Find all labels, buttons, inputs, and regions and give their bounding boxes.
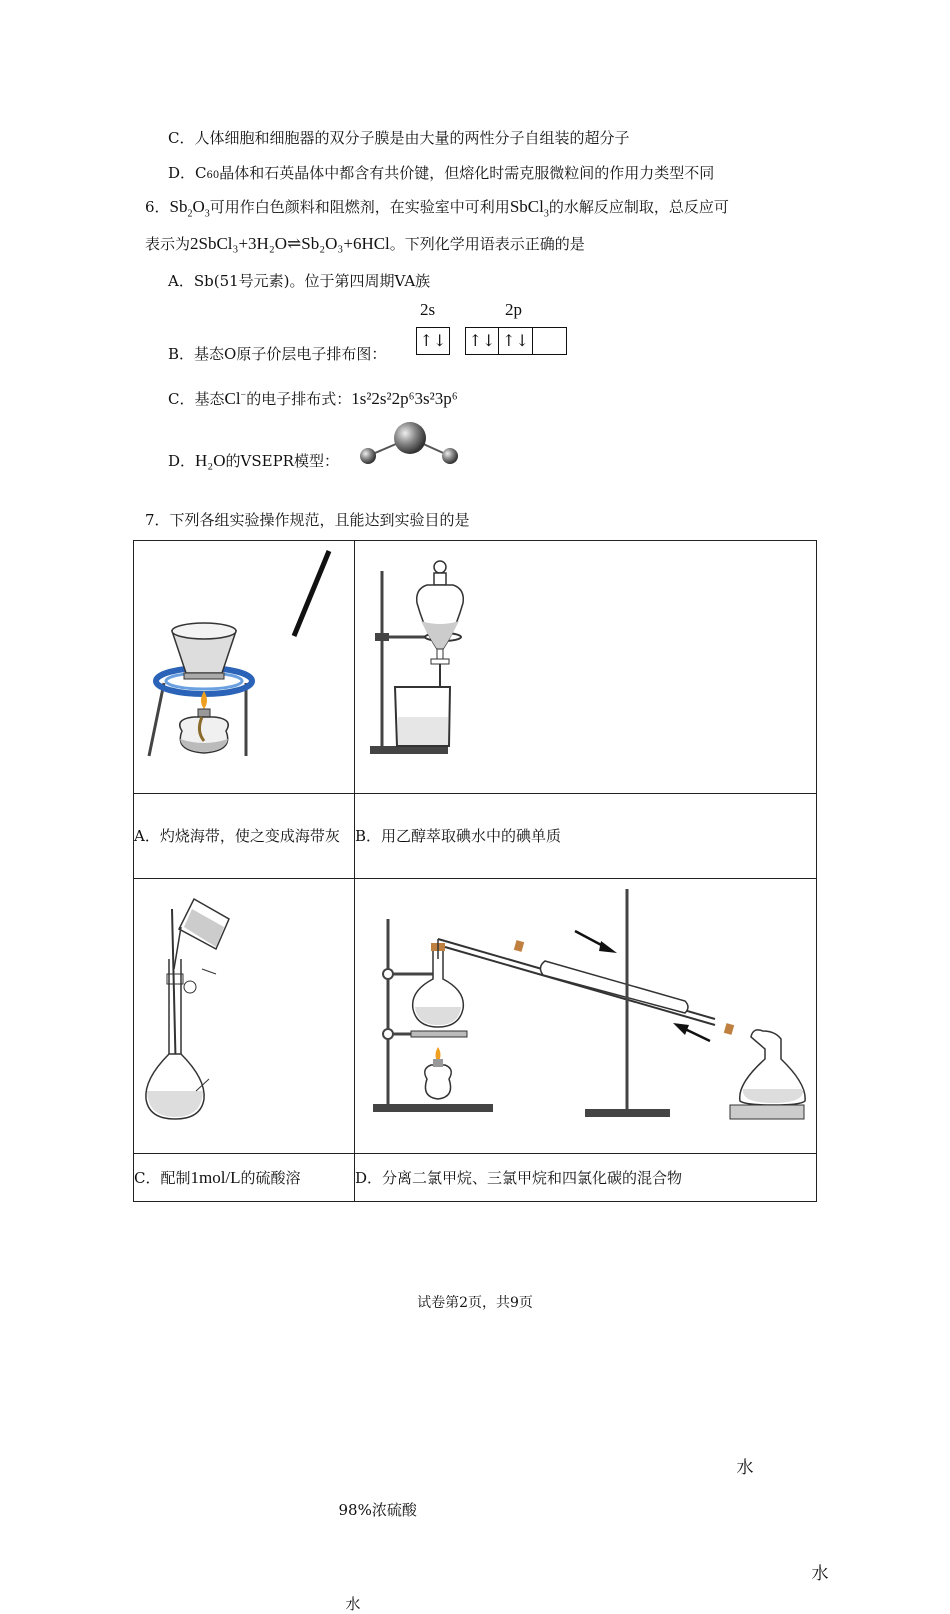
q5-d-sub: 60 [206,170,220,181]
distillation-apparatus-icon [355,879,815,1149]
caption-option-b: B．用乙醇萃取碘水中的碘单质 [355,794,817,879]
orbital-box-2py: ↑↓ [499,327,533,355]
orbital-box-2px: ↑↓ [465,327,499,355]
separatory-funnel-icon [355,541,815,789]
q6-stem-text-d: 。下列化学用语表示正确的是 [389,235,585,253]
q5-option-c: C．人体细胞和细胞器的双分子膜是由大量的两性分子自组装的超分子 [168,129,630,147]
page-footer: 试卷第2页，共9页 [417,1295,533,1311]
caption-option-c: C．配制1mol/L的硫酸溶 [134,1154,355,1202]
orbital-box-2pz [533,327,567,355]
q6-stem-line1 [145,196,729,219]
orbital-2p-group [465,327,567,355]
q7-stem: 7．下列各组实验操作规范，且能达到实验目的是 [145,511,470,529]
crucible-burning-icon [134,541,354,789]
orbital-2s [416,327,450,355]
label-water-outlet: 水 [811,1563,829,1584]
orbital-box-2s: ↑↓ [416,327,450,355]
q6-option-c: C．基态Cl−的电子排布式：1s²2s²2p⁶3s²3p⁶ [168,389,458,408]
chloride-ion: Cl− [224,389,247,408]
q6-sb2o3: $Sb_2O_3$ [169,197,210,220]
q5-d-prefix: D．C [168,164,207,182]
label-water-flask: 水 [345,1594,361,1613]
label-water-inlet: 水 [736,1457,754,1478]
q6-option-a: A．Sb(51号元素)。位于第四周期VA族 [168,272,431,290]
q6-option-b: B．基态O原子价层电子排布图： [168,345,387,363]
volumetric-flask-icon [134,879,354,1149]
q6-stem-text-c: 表示为 [145,235,191,253]
label-concentrated-acid: 98%浓硫酸 [338,1500,417,1519]
caption-option-a: A．灼烧海带，使之变成海带灰 [134,794,355,879]
electron-config: 1s²2s²2p⁶3s²3p⁶ [351,389,458,408]
q6-sbcl3: SbCl$_3$ [509,197,549,220]
vsepr-model-icon [355,418,465,470]
q6-number: 6． [145,198,170,216]
q6-stem-text-a: 可用作白色颜料和阻燃剂，在实验室中可利用 [209,198,510,216]
q6-stem-line2 [145,233,585,254]
q6-equation: 2SbCl₃+3H₂O⇌Sb₂O₃+6HCl [190,234,390,253]
q6-stem-text-b: 的水解反应制取，总反应可 [548,198,729,216]
q5-option-d [168,162,714,183]
concentration: 1mol/L [190,1167,241,1187]
water-formula: H₂O [195,451,226,470]
q5-d-rest: 晶体和石英晶体中都含有共价键，但熔化时需克服微粒间的作用力类型不同 [219,164,715,182]
orbital-label-2p: 2p [505,300,522,319]
cell-image-b [355,541,817,794]
caption-option-d: D．分离二氯甲烷、三氯甲烷和四氯化碳的混合物 [355,1154,817,1202]
orbital-label-2s: 2s [420,300,436,319]
q6-option-d: D．H₂O的VSEPR模型： [168,451,339,470]
cell-image-a [134,541,355,794]
